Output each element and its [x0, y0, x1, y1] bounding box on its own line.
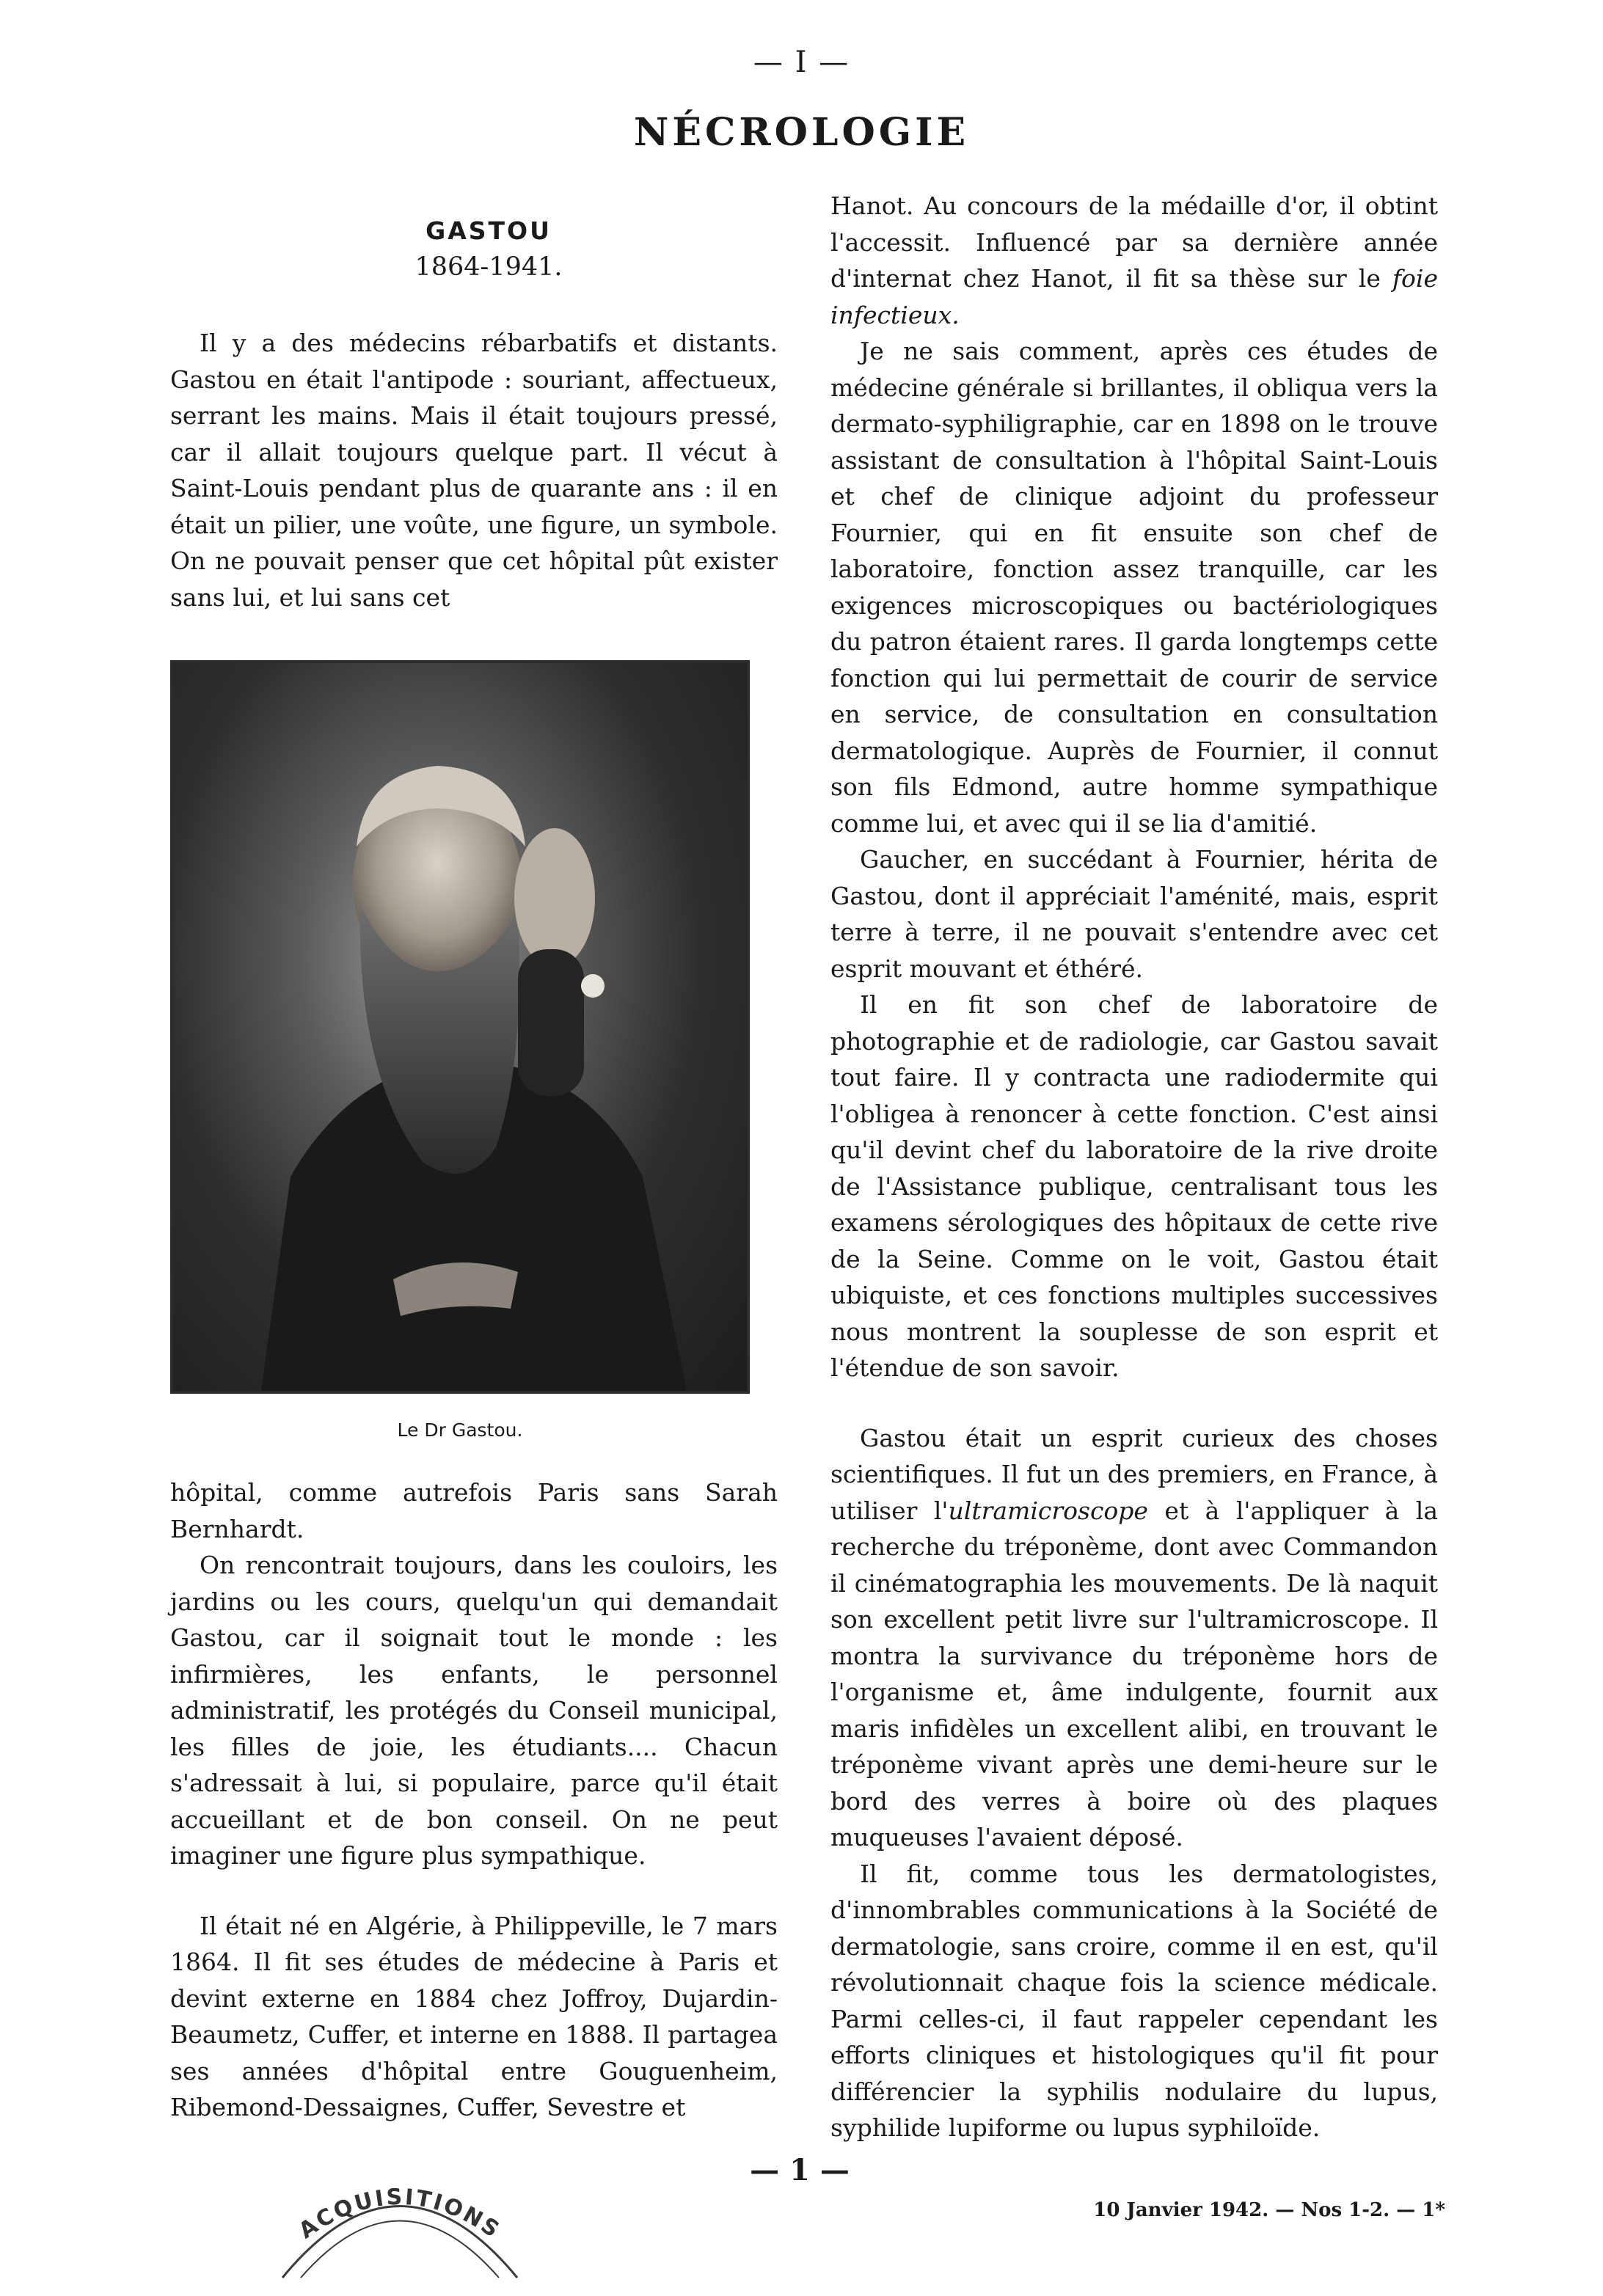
article-name: GASTOU — [426, 216, 552, 245]
paragraph: Je ne sais comment, après ces études de médecine générale si brillantes, il obliqua vers la dermato-syphiligraphie, car en 1898 on le trouve assistant de consultation à l'hôpital Saint-Louis et chef de clinique adjoint du professeur Fournier, qui en fit ensuite son chef de laboratoire, fonction assez tranquille, car les exigences microscopiques ou bactériologiques du patron étaient rares. Il garda longtemps cette fonction qui lui permettait de courir de service en service, de consultation en consultation dermatologique. Auprès de Fournier, il connut son fils Edmond, autre homme sympathique comme lui, et avec qui il se lia d'amitié. — [830, 337, 1438, 838]
photo-caption: Le Dr Gastou. — [397, 1419, 523, 1441]
italic-term: ultramicroscope — [948, 1496, 1148, 1525]
italic-term: foie infectieux. — [830, 264, 1438, 329]
paragraph: Il fit, comme tous les dermatologistes, d'innombrables communications à la Société de dermatologie, sans croire, comme il en est, qu'il révolutionnait chaque fois la science médicale. Parmi celles-ci, il faut rappeler cependant les efforts cliniques et histologiques qu'il fit pour différencier la syphilis nodulaire du lupus, syphilide lupiforme ou lupus syphiloïde. — [830, 1859, 1438, 2142]
library-stamp-icon — [268, 2142, 532, 2289]
section-title: NÉCROLOGIE — [633, 110, 970, 155]
paragraph: Il en fit son chef de laboratoire de photographie et de radiologie, car Gastou savait tout faire. Il y contracta une radiodermite qui l'obligea à renoncer à cette fonction. C'est ainsi qu'il devint chef du laboratoire de la rive droite de l'Assistance publique, centralisant tous les examens sérologiques des hôpitaux de cette rive de la Seine. Comme on le voit, Gastou était ubiquiste, et ces fonctions multiples successives nous montrent la souplesse de son esprit et l'étendue de son savoir. — [830, 990, 1438, 1382]
right-column — [830, 188, 1438, 2146]
paragraph-text: Gastou était un esprit curieux des choses scientifiques. Il fut un des premiers, en France, à utiliser l' — [830, 1423, 1438, 1525]
article-dates: 1864-1941. — [415, 252, 563, 282]
left-column-bottom — [170, 1474, 778, 2126]
paragraph: hôpital, comme autrefois Paris sans Sarah Bernhardt. — [170, 1478, 778, 1543]
stamp-text: ACQUISITIONS — [294, 2184, 505, 2245]
left-column-top — [170, 213, 778, 615]
paragraph — [830, 1420, 1438, 1856]
page-number-bottom: — 1 — — [750, 2153, 850, 2187]
paragraph: Il y a des médecins rébarbatifs et distants. Gastou en était l'antipode : souriant, affectueux, serrant les mains. Mais il était toujours pressé, car il allait toujours quelque part. Il vécut à Saint-Louis pendant plus de quarante ans : il en était un pilier, une voûte, une figure, un symbole. On ne pouvait penser que cet hôpital pût exister sans lui, et lui sans cet — [170, 329, 778, 612]
paragraph — [830, 188, 1438, 333]
portrait-photo — [170, 660, 750, 1394]
footer-issue-date: 10 Janvier 1942. — Nos 1-2. — 1* — [1093, 2199, 1445, 2221]
portrait-silhouette-icon — [173, 663, 747, 1391]
paragraph-text: et à l'appliquer à la recherche du tréponème, dont avec Commandon il cinématographia les mouvements. De là naquit son excellent petit livre sur l'ultramicroscope. Il montra la survivance du tréponème hors de l'organisme et, âme indulgente, fournit aux maris infidèles un excellent alibi, en trouvant le tréponème vivant après une demi-heure sur le bord des verres à boire où des plaques muqueuses l'avaient déposé. — [830, 1496, 1438, 1851]
page-number-top: — I — — [753, 45, 850, 79]
paragraph: Il était né en Algérie, à Philippeville, le 7 mars 1864. Il fit ses études de médecine à Paris et devint externe en 1884 chez Joffroy, Dujardin-Beaumetz, Cuffer, et interne en 1888. Il partagea ses années d'hôpital entre Gouguenheim, Ribemond-Dessaignes, Cuffer, Sevestre et — [170, 1911, 778, 2121]
paragraph: On rencontrait toujours, dans les couloirs, les jardins ou les cours, quelqu'un qui demandait Gastou, car il soignait tout le monde : les infirmières, les enfants, le personnel administratif, les protégés du Conseil municipal, les filles de joie, les étudiants.... Chacun s'adressait à lui, si populaire, parce qu'il était accueillant et de bon conseil. On ne peut imaginer une figure plus sympathique. — [170, 1551, 778, 1870]
paragraph: Gaucher, en succédant à Fournier, hérita de Gastou, dont il appréciait l'aménité, mais, esprit terre à terre, il ne pouvait s'entendre avec cet esprit mouvant et éthéré. — [830, 845, 1438, 983]
paragraph-text: Hanot. Au concours de la médaille d'or, il obtint l'accessit. Influencé par sa dernière année d'internat chez Hanot, il fit sa thèse sur le — [830, 191, 1438, 293]
